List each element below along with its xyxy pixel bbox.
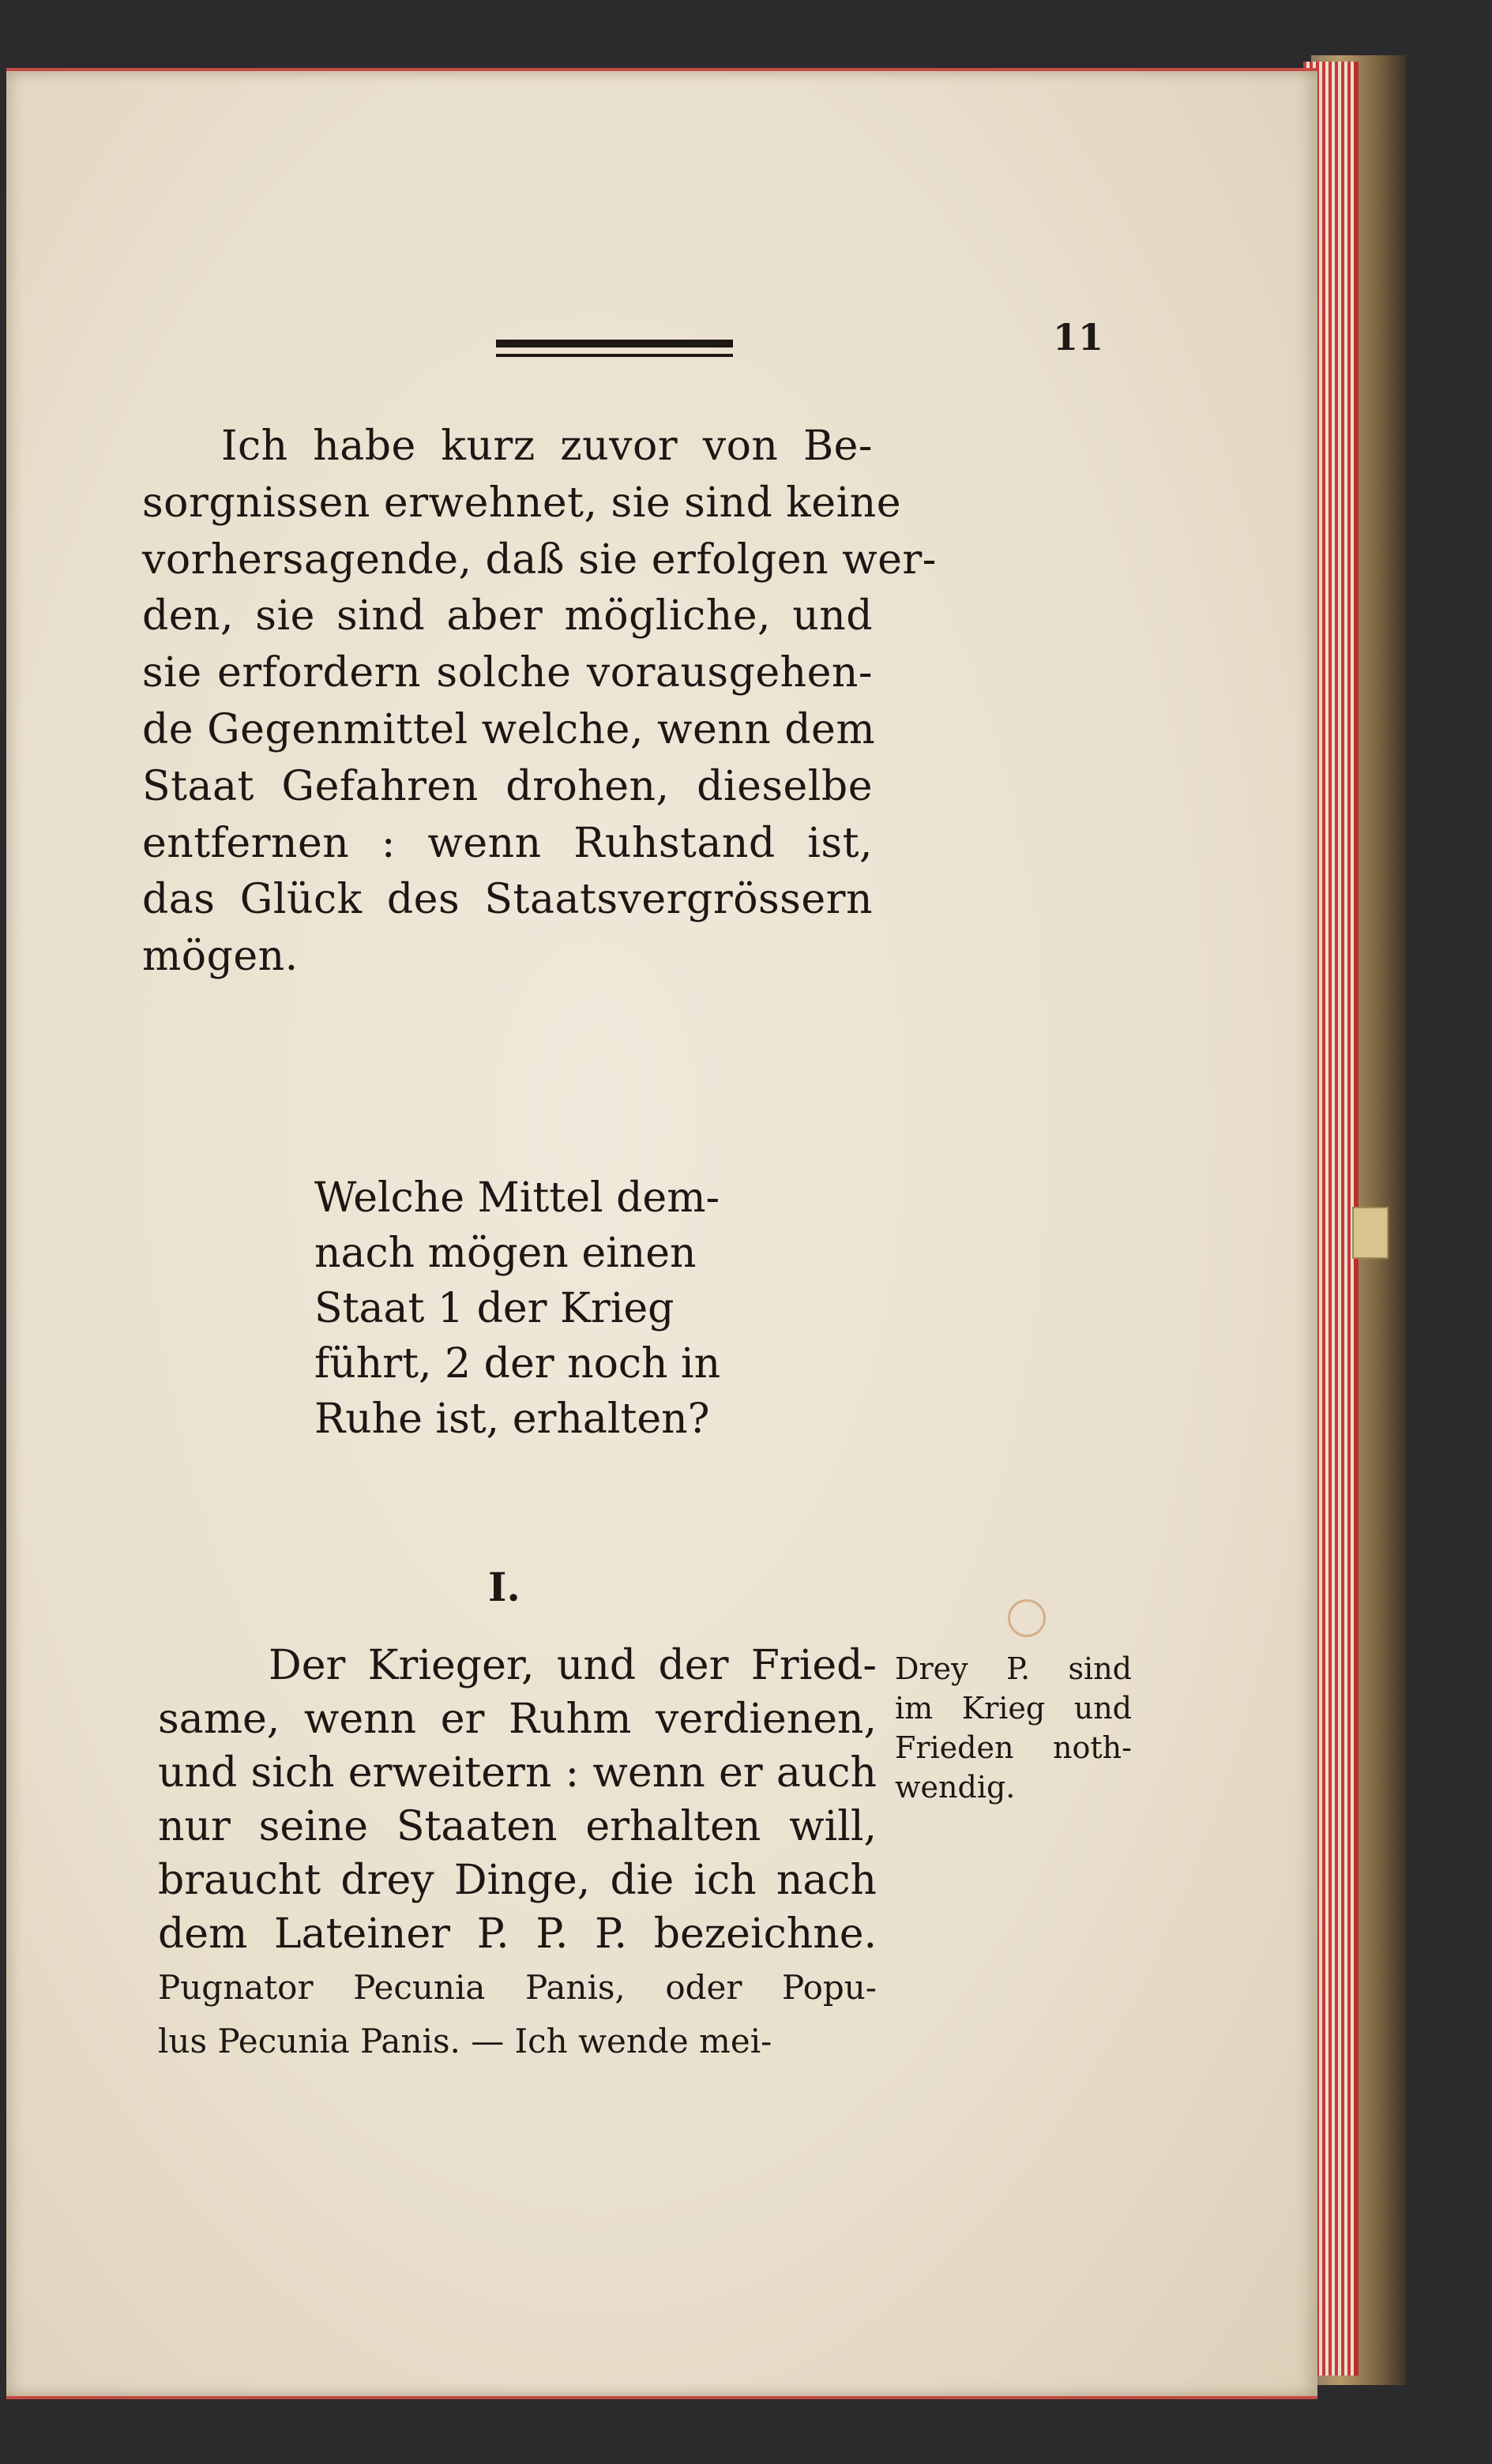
section-line: nur seine Staaten erhalten will, (158, 1803, 877, 1850)
marginal-line: wendig. (895, 1770, 1016, 1805)
paragraph-line: das Glück des Staatsvergrössern (142, 876, 873, 924)
question-heading (314, 1170, 721, 1447)
paper-stain (1008, 1599, 1046, 1637)
marginal-line: Frieden noth- (895, 1730, 1132, 1765)
section-line: Pugnator Pecunia Panis, oder Popu- (158, 1968, 877, 2007)
paragraph-line: mögen. (142, 933, 299, 981)
question-line: nach mögen einen (314, 1230, 697, 1277)
paragraph-line: sie erfordern solche vorausgehen- (142, 649, 873, 697)
section-line: lus Pecunia Panis. — Ich wende mei- (158, 2022, 772, 2060)
page-number: 11 (1053, 316, 1104, 359)
question-line: Welche Mittel dem- (314, 1174, 720, 1222)
paragraph-line: vorhersagende, daß sie erfolgen wer- (142, 535, 937, 584)
paragraph-line: de Gegenmittel welche, wenn dem (142, 705, 876, 753)
bookmark-tab (1352, 1207, 1389, 1259)
header-rule (496, 340, 733, 363)
marginal-line: im Krieg und (895, 1691, 1132, 1726)
section-line: same, wenn er Ruhm verdienen, (158, 1696, 877, 1743)
marginal-note (895, 1649, 1132, 1807)
section-paragraph (158, 1639, 877, 2068)
paragraph-line: sorgnissen erwehnet, sie sind keine (142, 479, 901, 527)
main-paragraph (142, 419, 937, 986)
section-line: und sich erweitern : wenn er auch (158, 1749, 877, 1797)
question-line: Staat 1 der Krieg (314, 1285, 675, 1332)
section-line: dem Lateiner P. P. P. bezeichne. (158, 1910, 877, 1958)
paragraph-line: Ich habe kurz zuvor von Be- (221, 423, 873, 470)
paragraph-line: Staat Gefahren drohen, dieselbe (142, 762, 873, 810)
question-line: Ruhe ist, erhalten? (314, 1395, 710, 1443)
book-page (6, 68, 1317, 2399)
section-number: I. (488, 1564, 521, 1610)
section-line: braucht drey Dinge, die ich nach (158, 1857, 877, 1904)
question-line: führt, 2 der noch in (314, 1340, 721, 1388)
section-line: Der Krieger, und der Fried- (269, 1642, 877, 1689)
paragraph-line: den, sie sind aber mögliche, und (142, 592, 873, 640)
marginal-line: Drey P. sind (895, 1651, 1132, 1686)
paragraph-line: entfernen : wenn Ruhstand ist, (142, 819, 873, 867)
